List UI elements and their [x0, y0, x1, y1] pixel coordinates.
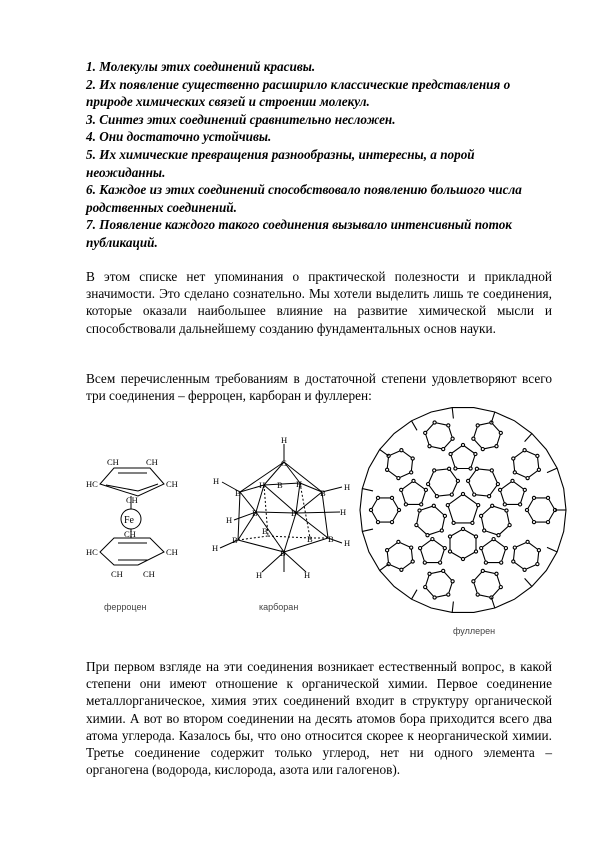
- hexagon-ring: [450, 529, 476, 559]
- atom-label: CH: [107, 457, 119, 467]
- atom-label: H: [213, 476, 220, 486]
- carbon-atom: [451, 580, 454, 583]
- carbon-atom: [472, 580, 475, 583]
- carbon-atom: [376, 496, 379, 499]
- carbon-atom: [512, 560, 515, 563]
- atom-label: CH: [166, 479, 178, 489]
- carbon-atom: [435, 495, 438, 498]
- bond-line: [380, 564, 389, 570]
- carbon-atom: [472, 437, 475, 440]
- carbon-atom: [448, 467, 451, 470]
- carbon-atom: [523, 449, 526, 452]
- fullerene-outline: [360, 408, 566, 613]
- atom-label: CH: [126, 495, 138, 505]
- carbon-atom: [505, 509, 508, 512]
- hexagon-ring: [425, 423, 452, 450]
- carbon-atom: [440, 529, 443, 532]
- carbon-atom: [423, 561, 426, 564]
- hexagon-ring: [473, 571, 500, 598]
- carbon-atom: [481, 569, 484, 572]
- fe-label: Fe: [124, 515, 134, 526]
- carbon-atom: [433, 469, 436, 472]
- carbon-atom: [456, 479, 459, 482]
- carbon-atom: [397, 540, 400, 543]
- hexagon-ring: [387, 542, 413, 570]
- carbon-atom: [432, 504, 435, 507]
- carbon-atom: [512, 457, 515, 460]
- bond-line: [380, 450, 389, 456]
- carbon-atom: [491, 504, 494, 507]
- carbon-atom: [513, 546, 516, 549]
- bond-line: [452, 602, 453, 613]
- bond-line: [412, 421, 418, 431]
- carbon-atom: [433, 596, 436, 599]
- carbon-atom: [452, 521, 455, 524]
- hexagon-ring: [513, 450, 539, 478]
- carbon-atom: [490, 596, 493, 599]
- bond-line: [362, 529, 373, 531]
- carbon-atom: [469, 467, 472, 470]
- carbon-atom: [442, 448, 445, 451]
- fe-circle: [121, 509, 141, 529]
- carbon-atom: [503, 503, 506, 506]
- atom-label: H: [226, 515, 233, 525]
- carbon-atom: [496, 483, 499, 486]
- carbon-atom: [477, 504, 480, 507]
- carbon-atom: [461, 527, 464, 530]
- paragraph-organic-question: При первом взгляде на эти соединения возникает естественный вопрос, в какой степени они имеют отношение к органической химии. Первое соединение металлорганическое, химия этих соединений входит в структуру органической химии. А вот во втором соединении на десять атомов бора приходится всего два атома углерода. Казалось бы, что оно относится скорее к неорганической химии. Третье соединение содержит только углерод, нет ни одного элемента – органогена (водорода, кислорода, азота или галогенов).: [86, 659, 552, 778]
- carbon-atom: [484, 561, 487, 564]
- list-item: 4. Они достаточно устойчивы.: [86, 129, 272, 145]
- carbon-atom: [427, 483, 430, 486]
- carbon-atom: [449, 452, 452, 455]
- carbon-atom: [369, 508, 372, 511]
- carbon-atom: [500, 561, 503, 564]
- carbon-atom: [526, 540, 529, 543]
- atom-label: H: [344, 482, 351, 492]
- carbon-atom: [424, 586, 427, 589]
- fullerene-caption: фуллерен: [453, 626, 496, 636]
- carbon-atom: [433, 421, 436, 424]
- carbon-atom: [428, 445, 431, 448]
- carbon-atom: [448, 550, 451, 553]
- list-item: 5. Их химические превращения разнообразны, интересны, а порой неожиданны.: [86, 146, 475, 180]
- criteria-list: [86, 58, 554, 252]
- carbon-atom: [475, 467, 478, 470]
- atom-label: H: [340, 507, 347, 517]
- pentagon-ring: [500, 481, 525, 505]
- pentagon-ring: [451, 445, 476, 469]
- cp-ring-top: [100, 468, 164, 496]
- ferrocene-caption: ферроцен: [104, 602, 147, 612]
- carbon-atom: [476, 593, 479, 596]
- bond-line: [547, 468, 557, 473]
- carbon-atom: [461, 557, 464, 560]
- carbon-atom: [390, 496, 393, 499]
- carbon-atom: [386, 549, 389, 552]
- carbon-atom: [508, 524, 511, 527]
- carbon-atom: [400, 568, 403, 571]
- atom-label: CH: [111, 569, 123, 579]
- carbon-atom: [471, 521, 474, 524]
- carbon-atom: [397, 477, 400, 480]
- atom-label: HC: [86, 479, 98, 489]
- carbon-atom: [420, 503, 423, 506]
- carbon-atom: [415, 524, 418, 527]
- carbon-atom: [450, 493, 453, 496]
- atom-label: H: [304, 570, 311, 580]
- carbon-atom: [523, 568, 526, 571]
- carbon-atom: [443, 514, 446, 517]
- carbon-atom: [412, 479, 415, 482]
- hexagon-ring: [468, 469, 498, 496]
- fullerene-structure: [360, 408, 566, 613]
- carbon-atom: [410, 546, 413, 549]
- atom-label: CH: [146, 457, 158, 467]
- hexagon-ring: [371, 498, 399, 522]
- carbon-atom: [386, 468, 389, 471]
- carbon-atom: [443, 547, 446, 550]
- carbon-atom: [532, 496, 535, 499]
- atom-label: B: [280, 548, 286, 558]
- list-item: 7. Появление каждого такого соединения вызывало интенсивный поток публикаций.: [86, 217, 512, 250]
- carbon-atom: [424, 488, 427, 491]
- carbon-atom: [426, 534, 429, 537]
- ferrocene-structure: [100, 468, 164, 565]
- carbon-atom: [424, 431, 427, 434]
- cp-ring-bottom: [100, 538, 164, 565]
- hexagon-ring: [387, 450, 413, 478]
- pentagon-ring: [420, 539, 445, 563]
- atom-label: B: [235, 488, 241, 498]
- atom-label: CH: [143, 569, 155, 579]
- carbon-atom: [499, 586, 502, 589]
- pentagon-ring: [401, 481, 426, 505]
- carborane-caption: карборан: [259, 602, 299, 612]
- carbon-atom: [410, 471, 413, 474]
- atom-label: B: [232, 535, 238, 545]
- bond-line: [525, 578, 532, 586]
- carbon-atom: [448, 535, 451, 538]
- carbon-atom: [419, 547, 422, 550]
- carbon-atom: [495, 445, 498, 448]
- carbon-atom: [513, 471, 516, 474]
- pentagon-ring: [448, 494, 478, 523]
- carbon-atom: [474, 535, 477, 538]
- carbon-atom: [390, 521, 393, 524]
- carbon-atom: [473, 493, 476, 496]
- carbon-atom: [532, 521, 535, 524]
- carbon-atom: [492, 538, 495, 541]
- atom-label: B: [307, 534, 313, 544]
- carbon-atom: [519, 503, 522, 506]
- atom-label: B: [262, 526, 268, 536]
- list-item: 6. Каждое из этих соединений способствовало появлению большого числа родственных соединений.: [86, 182, 522, 215]
- carbon-atom: [418, 509, 421, 512]
- paragraph-three-compounds: Всем перечисленным требованиям в достаточной степени удовлетворяют всего три соединения – ферроцен, карборан и фуллерен:: [86, 371, 552, 404]
- atom-label: B: [320, 488, 326, 498]
- carbon-atom: [454, 467, 457, 470]
- double-bond: [106, 484, 158, 491]
- atom-label: H: [281, 435, 288, 445]
- bond-line: [362, 489, 373, 491]
- carbon-atom: [451, 437, 454, 440]
- atom-label: H: [296, 479, 303, 489]
- hexagon-ring: [481, 506, 510, 535]
- carbon-atom: [387, 563, 390, 566]
- bond-line: [525, 434, 532, 442]
- hexagon-ring: [473, 423, 500, 450]
- carbon-atom: [523, 488, 526, 491]
- hexagon-ring: [428, 469, 458, 496]
- bond-line: [412, 590, 418, 600]
- carbon-atom: [397, 508, 400, 511]
- carbon-atom: [411, 457, 414, 460]
- pentagon-ring: [481, 539, 506, 563]
- atom-label: H: [212, 543, 219, 553]
- carbon-atom: [461, 443, 464, 446]
- carbon-atom: [499, 431, 502, 434]
- bond-line: [547, 547, 557, 552]
- hexagon-ring: [425, 571, 452, 598]
- hexagon-ring: [416, 506, 445, 535]
- carbon-atom: [546, 496, 549, 499]
- atom-label: B: [252, 508, 258, 518]
- carbon-atom: [488, 495, 491, 498]
- carbon-atom: [490, 421, 493, 424]
- carbon-atom: [536, 454, 539, 457]
- carbon-atom: [411, 560, 414, 563]
- carbon-atom: [481, 448, 484, 451]
- carbon-atom: [474, 452, 477, 455]
- atom-label: B: [328, 534, 334, 544]
- carbon-atom: [400, 449, 403, 452]
- atom-label: H: [256, 570, 263, 580]
- paragraph-practical: В этом списке нет упоминания о практической полезности и прикладной значимости. Это сделано сознательно. Мы хотели выделить лишь те соединения, которые оказали наибольшее влияние на развитие химической мысли и способствовали дальнейшему созданию фундаментальных основ науки.: [86, 269, 552, 336]
- atom-label: B: [291, 508, 297, 518]
- carbon-atom: [376, 521, 379, 524]
- carbon-atom: [431, 538, 434, 541]
- hexagon-ring: [513, 542, 539, 570]
- carbon-atom: [461, 492, 464, 495]
- carbon-atom: [480, 514, 483, 517]
- carbon-atom: [428, 572, 431, 575]
- hexagon-ring: [527, 498, 555, 522]
- bond-line: [452, 408, 453, 419]
- carbon-atom: [400, 488, 403, 491]
- bond-line: [491, 598, 494, 609]
- carbon-atom: [499, 488, 502, 491]
- carbon-atom: [537, 549, 540, 552]
- carbon-atom: [404, 503, 407, 506]
- carbon-atom: [483, 529, 486, 532]
- carbon-atom: [387, 454, 390, 457]
- carbon-atom: [474, 550, 477, 553]
- atom-label: H: [344, 538, 351, 548]
- carbon-atom: [476, 424, 479, 427]
- atom-label: CH: [166, 547, 178, 557]
- atom-label: CH: [124, 529, 136, 539]
- list-item: 3. Синтез этих соединений сравнительно несложен.: [86, 111, 396, 127]
- carbon-atom: [553, 508, 556, 511]
- carbon-atom: [447, 424, 450, 427]
- atom-label: B: [277, 480, 283, 490]
- carbon-atom: [525, 508, 528, 511]
- carbon-atom: [480, 547, 483, 550]
- carbon-atom: [546, 521, 549, 524]
- carbon-atom: [511, 479, 514, 482]
- carbon-atom: [467, 479, 470, 482]
- ferrocene-labels: [86, 457, 178, 579]
- carbon-atom: [536, 563, 539, 566]
- carbon-atom: [442, 569, 445, 572]
- list-item: 2. Их появление существенно расширило классические представления о природе химических связей и строении молекул.: [86, 76, 511, 110]
- list-item: 1. Молекулы этих соединений красивы.: [86, 59, 316, 74]
- atom-label: HC: [86, 547, 98, 557]
- carbon-atom: [490, 469, 493, 472]
- carbon-atom: [495, 572, 498, 575]
- carbon-atom: [447, 593, 450, 596]
- carborane-labels: [212, 435, 350, 580]
- atom-label: H: [259, 480, 266, 490]
- carbon-atom: [537, 468, 540, 471]
- carborane-structure: [220, 444, 342, 572]
- carbon-atom: [439, 561, 442, 564]
- carbon-atom: [497, 534, 500, 537]
- bond-line: [491, 412, 494, 423]
- carbon-atom: [446, 504, 449, 507]
- carbon-atom: [526, 477, 529, 480]
- carbon-atom: [504, 547, 507, 550]
- atom-label: C: [281, 458, 287, 468]
